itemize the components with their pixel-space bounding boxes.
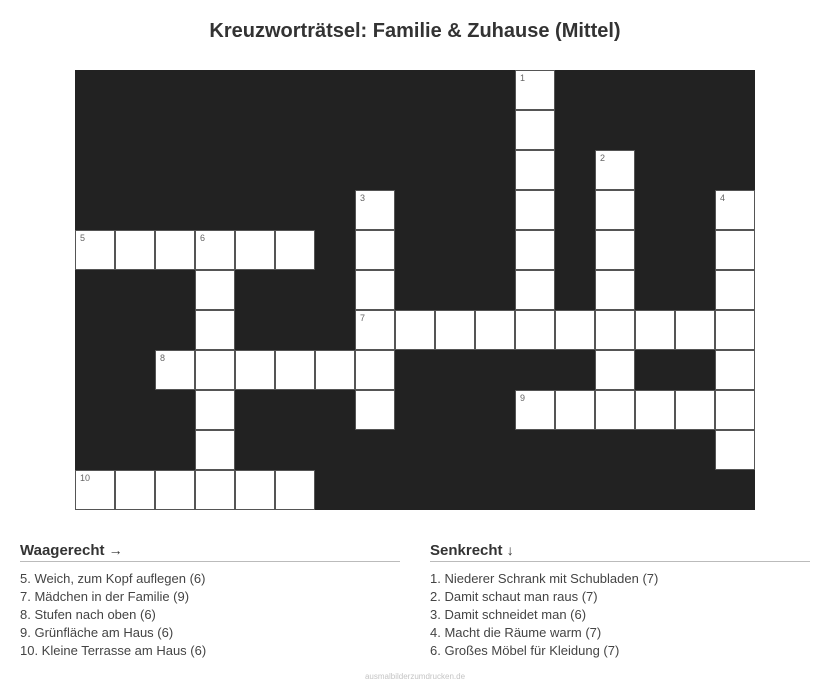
grid-cell[interactable] [515, 270, 555, 310]
grid-cell[interactable] [635, 390, 675, 430]
down-clues-panel [430, 542, 810, 660]
clue-number: 5 [80, 233, 86, 243]
grid-cell[interactable] [515, 310, 555, 350]
arrow-down-icon: ↓ [506, 542, 514, 558]
grid-cell[interactable] [355, 310, 395, 350]
grid-cell[interactable] [275, 350, 315, 390]
grid-cell[interactable] [595, 150, 635, 190]
grid-cell[interactable] [675, 310, 715, 350]
grid-cell[interactable] [515, 110, 555, 150]
grid-cell[interactable] [355, 270, 395, 310]
down-heading-label: Senkrecht [430, 542, 503, 559]
grid-cell[interactable] [195, 310, 235, 350]
grid-cell[interactable] [195, 350, 235, 390]
across-clues-panel [20, 542, 400, 660]
grid-cell[interactable] [355, 350, 395, 390]
grid-cell[interactable] [155, 230, 195, 270]
page-title: Kreuzworträtsel: Familie & Zuhause (Mittel) [209, 20, 621, 42]
grid-cell[interactable] [715, 390, 755, 430]
across-clue: 9. Grünfläche am Haus (6) [20, 625, 174, 640]
down-clue: 4. Macht die Räume warm (7) [430, 625, 602, 640]
down-clue: 3. Damit schneidet man (6) [430, 607, 587, 622]
across-clue: 10. Kleine Terrasse am Haus (6) [20, 643, 207, 658]
grid-cell[interactable] [155, 350, 195, 390]
clue-number: 8 [160, 353, 166, 363]
grid-cell[interactable] [595, 390, 635, 430]
across-clue: 5. Weich, zum Kopf auflegen (6) [20, 571, 206, 586]
down-clue: 6. Großes Möbel für Kleidung (7) [430, 643, 620, 658]
grid-cell[interactable] [515, 190, 555, 230]
grid-cell[interactable] [115, 230, 155, 270]
grid-cell[interactable] [715, 270, 755, 310]
clue-number: 10 [80, 473, 91, 483]
grid-cell[interactable] [235, 350, 275, 390]
grid-cell[interactable] [715, 430, 755, 470]
grid-cell[interactable] [235, 470, 275, 510]
grid-cell[interactable] [155, 470, 195, 510]
grid-cell[interactable] [715, 190, 755, 230]
clue-number: 3 [360, 193, 366, 203]
grid-cell[interactable] [595, 190, 635, 230]
down-clue: 1. Niederer Schrank mit Schubladen (7) [430, 571, 659, 586]
grid-cell[interactable] [715, 310, 755, 350]
grid-cell[interactable] [595, 270, 635, 310]
grid-cell[interactable] [635, 310, 675, 350]
clue-number: 2 [600, 153, 606, 163]
crossword-grid [75, 70, 755, 510]
grid-cell[interactable] [75, 230, 115, 270]
clue-number: 9 [520, 393, 526, 403]
footer-credit: ausmalbilderzumdrucken.de [364, 672, 466, 681]
grid-cell[interactable] [515, 230, 555, 270]
grid-cell[interactable] [355, 390, 395, 430]
grid-cell[interactable] [475, 310, 515, 350]
grid-cell[interactable] [555, 310, 595, 350]
arrow-right-icon: → [108, 542, 123, 558]
grid-cell[interactable] [195, 430, 235, 470]
across-clue: 8. Stufen nach oben (6) [20, 607, 156, 622]
down-clue-list [430, 570, 810, 660]
down-clue: 2. Damit schaut man raus (7) [430, 589, 598, 604]
grid-cell[interactable] [595, 230, 635, 270]
grid-cell[interactable] [195, 390, 235, 430]
grid-cell[interactable] [355, 230, 395, 270]
down-heading [430, 542, 810, 562]
clue-number: 7 [360, 313, 366, 323]
grid-cell[interactable] [555, 390, 595, 430]
across-heading-label: Waagerecht [20, 542, 105, 559]
grid-cell[interactable] [195, 470, 235, 510]
grid-cell[interactable] [235, 230, 275, 270]
grid-cell[interactable] [395, 310, 435, 350]
across-clue-list [20, 570, 400, 660]
clue-number: 6 [200, 233, 206, 243]
clue-number: 1 [520, 73, 526, 83]
grid-cell[interactable] [195, 270, 235, 310]
clue-number: 4 [720, 193, 726, 203]
grid-cell[interactable] [515, 150, 555, 190]
grid-cell[interactable] [715, 350, 755, 390]
across-clue: 7. Mädchen in der Familie (9) [20, 589, 190, 604]
grid-cell[interactable] [595, 350, 635, 390]
grid-cell[interactable] [275, 470, 315, 510]
grid-cell[interactable] [675, 390, 715, 430]
across-heading [20, 542, 400, 562]
grid-cell[interactable] [355, 190, 395, 230]
grid-cell[interactable] [715, 230, 755, 270]
grid-cell[interactable] [115, 470, 155, 510]
grid-cell[interactable] [515, 70, 555, 110]
grid-cell[interactable] [515, 390, 555, 430]
grid-cell[interactable] [435, 310, 475, 350]
grid-cell[interactable] [315, 350, 355, 390]
grid-cell[interactable] [595, 310, 635, 350]
grid-cell[interactable] [275, 230, 315, 270]
grid-cell[interactable] [195, 230, 235, 270]
grid-cell[interactable] [75, 470, 115, 510]
